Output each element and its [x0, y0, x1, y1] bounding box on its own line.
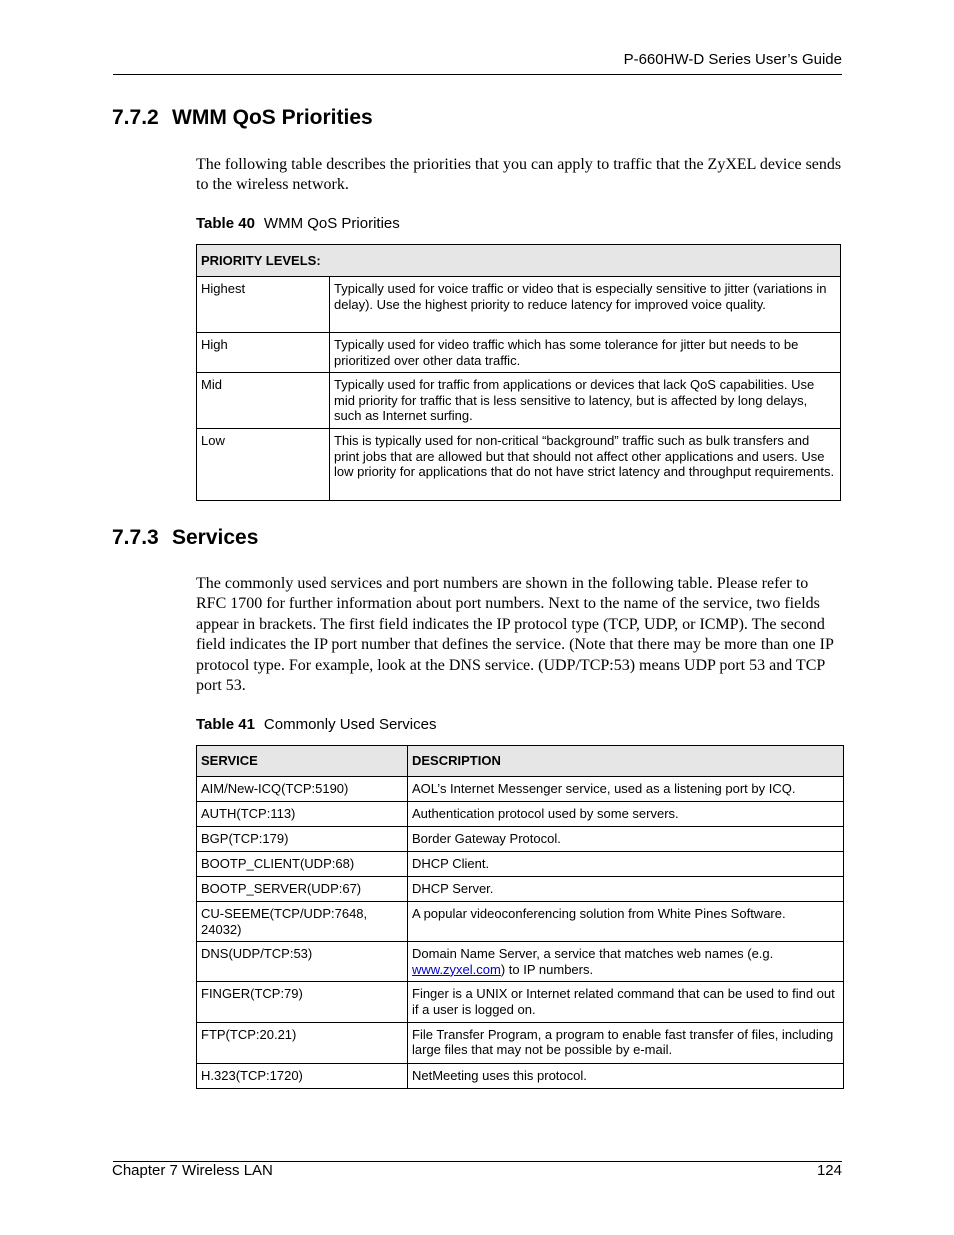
description-cell: DHCP Client. — [408, 852, 844, 877]
table-row — [197, 802, 844, 827]
table40-caption — [196, 215, 400, 232]
service-cell: BOOTP_SERVER(UDP:67) — [197, 877, 408, 902]
service-cell: BGP(TCP:179) — [197, 827, 408, 852]
column-header-service: SERVICE — [197, 746, 408, 777]
section-heading-wmm — [112, 106, 373, 130]
description-cell — [408, 942, 844, 982]
section-number: 7.7.2 — [112, 106, 159, 129]
service-cell: AIM/New-ICQ(TCP:5190) — [197, 777, 408, 802]
description-cell: A popular videoconferencing solution from White Pines Software. — [408, 902, 844, 942]
table-row — [197, 1022, 844, 1063]
table-header-cell: PRIORITY LEVELS: — [197, 245, 841, 277]
priority-description-cell: Typically used for traffic from applications or devices that lack QoS capabilities. Use mid priority for traffic that is less sensitive to latency, but is affected by long delays, such as Internet surfing. — [330, 373, 841, 429]
priority-description-cell: Typically used for video traffic which has some tolerance for jitter but needs to be prioritized over other data traffic. — [330, 333, 841, 373]
table-row — [197, 277, 841, 333]
service-cell: H.323(TCP:1720) — [197, 1063, 408, 1088]
description-cell: DHCP Server. — [408, 877, 844, 902]
footer-chapter: Chapter 7 Wireless LAN — [112, 1162, 273, 1179]
services-intro-paragraph: The commonly used services and port numbers are shown in the following table. Please refer to RFC 1700 for further information about port numbers. Next to the name of the service, two fields appear in brackets. The first field indicates the IP protocol type (TCP, UDP, or ICMP). The second field indicates the IP port number that defines the service. (Note that there may be more than one IP protocol type. For example, look at the DNS service. (UDP/TCP:53) means UDP port 53 and TCP port 53. — [196, 575, 834, 695]
table-caption-text: WMM QoS Priorities — [263, 215, 400, 232]
table-row — [197, 1063, 844, 1088]
table-row — [197, 333, 841, 373]
table-row — [197, 373, 841, 429]
priority-level-cell: Low — [197, 429, 330, 501]
wmm-priority-table — [196, 244, 841, 501]
description-cell: File Transfer Program, a program to enable fast transfer of files, including large files that may not be possible by e-mail. — [408, 1022, 844, 1063]
service-cell: CU-SEEME(TCP/UDP:7648, 24032) — [197, 902, 408, 942]
wmm-intro-paragraph: The following table describes the priorities that you can apply to traffic that the ZyXEL device sends to the wireless network. — [196, 156, 842, 194]
table-row — [197, 902, 844, 942]
priority-level-cell: Highest — [197, 277, 330, 333]
table-label: Table 41 — [196, 716, 255, 733]
section-title: WMM QoS Priorities — [172, 106, 373, 129]
table-caption-text: Commonly Used Services — [263, 716, 437, 733]
description-cell: NetMeeting uses this protocol. — [408, 1063, 844, 1088]
section-heading-services — [112, 526, 258, 550]
service-cell: AUTH(TCP:113) — [197, 802, 408, 827]
table-label: Table 40 — [196, 215, 255, 232]
running-header: P-660HW-D Series User’s Guide — [623, 51, 842, 68]
section-number: 7.7.3 — [112, 526, 159, 549]
service-cell: BOOTP_CLIENT(UDP:68) — [197, 852, 408, 877]
table-row — [197, 982, 844, 1022]
description-cell: Authentication protocol used by some servers. — [408, 802, 844, 827]
table41-caption — [196, 716, 436, 733]
description-cell: Finger is a UNIX or Internet related command that can be used to find out if a user is logged on. — [408, 982, 844, 1022]
description-text: ) to IP numbers. — [500, 961, 594, 977]
table-row — [197, 827, 844, 852]
table-row — [197, 429, 841, 501]
table-row — [197, 942, 844, 982]
services-table — [196, 745, 844, 1089]
section-title: Services — [172, 526, 259, 549]
description-text: Domain Name Server, a service that matches web names (e.g. — [412, 946, 774, 962]
priority-level-cell: High — [197, 333, 330, 373]
priority-description-cell: This is typically used for non-critical “background” traffic such as bulk transfers and print jobs that are allowed but that should not affect other applications and users. Use low priority for applications that do not have strict latency and throughput requirements. — [330, 429, 841, 501]
priority-level-cell: Mid — [197, 373, 330, 429]
description-cell: Border Gateway Protocol. — [408, 827, 844, 852]
service-cell: FINGER(TCP:79) — [197, 982, 408, 1022]
page-number: 124 — [816, 1162, 842, 1179]
service-cell: FTP(TCP:20.21) — [197, 1022, 408, 1063]
service-cell: DNS(UDP/TCP:53) — [197, 942, 408, 982]
table-row — [197, 777, 844, 802]
zyxel-link[interactable]: www.zyxel.com — [412, 961, 501, 977]
column-header-description: DESCRIPTION — [408, 746, 844, 777]
header-divider — [113, 74, 842, 75]
description-cell: AOL’s Internet Messenger service, used as a listening port by ICQ. — [408, 777, 844, 802]
table-row — [197, 852, 844, 877]
table-row — [197, 877, 844, 902]
priority-description-cell: Typically used for voice traffic or video that is especially sensitive to jitter (variations in delay). Use the highest priority to reduce latency for improved voice quality. — [330, 277, 841, 333]
